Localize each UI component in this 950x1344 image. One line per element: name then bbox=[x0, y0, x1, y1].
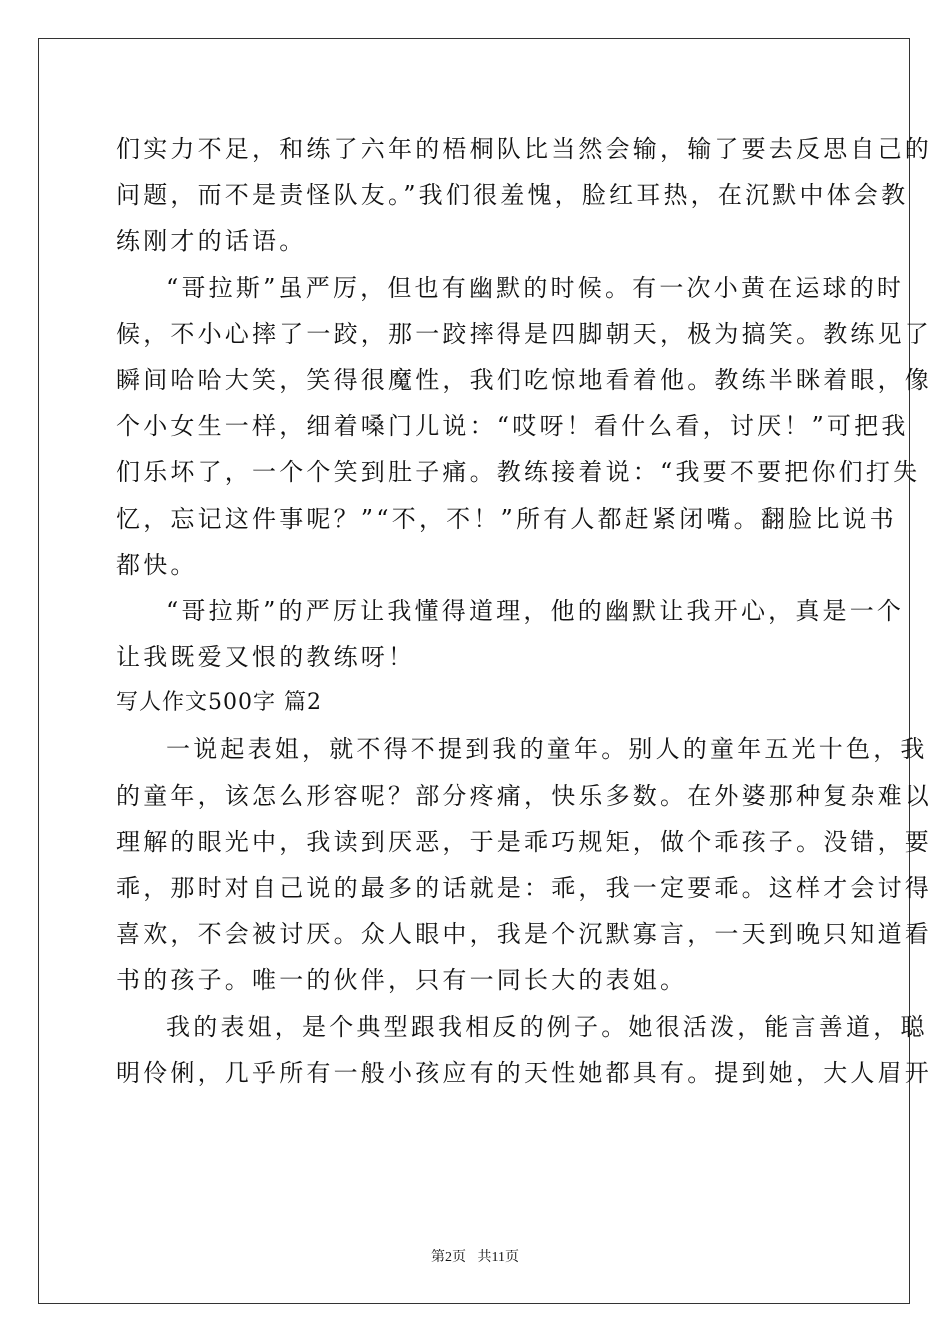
document-body bbox=[116, 126, 932, 1096]
paragraph-start-line: “哥拉斯”虽严厉，但也有幽默的时候。有一次小黄在运球的时 bbox=[166, 273, 905, 302]
page-footer bbox=[0, 1246, 950, 1266]
text-line: 们乐坏了，一个个笑到肚子痛。教练接着说：“我要不要把你们打失 bbox=[116, 458, 921, 487]
text-line: 都快。 bbox=[116, 550, 198, 579]
text-line: 个小女生一样，细着嗓门儿说：“哎呀！看什么看，讨厌！”可把我 bbox=[116, 412, 909, 441]
text-line: 候，不小心摔了一跤，那一跤摔得是四脚朝天，极为搞笑。教练见了 bbox=[116, 319, 932, 348]
text-line: 问题，而不是责怪队友。”我们很羞愧，脸红耳热，在沉默中体会教 bbox=[116, 181, 909, 210]
text-line: 书的孩子。唯一的伙伴，只有一同长大的表姐。 bbox=[116, 966, 688, 995]
text-line: 让我既爱又恨的教练呀！ bbox=[116, 643, 416, 672]
text-line: 乖，那时对自己说的最多的话就是：乖，我一定要乖。这样才会讨得 bbox=[116, 874, 932, 902]
text-line: 练刚才的话语。 bbox=[116, 227, 307, 256]
section-heading: 写人作文500字 篇2 bbox=[116, 690, 322, 716]
paragraph-start-line: 我的表姐，是个典型跟我相反的例子。她很活泼，能言善道，聪 bbox=[166, 1012, 928, 1041]
text-line: 忆，忘记这件事呢？”“不，不！”所有人都赶紧闭嘴。翻脸比说书 bbox=[116, 504, 897, 533]
paragraph-start-line: 一说起表姐，就不得不提到我的童年。别人的童年五光十色，我 bbox=[166, 735, 928, 764]
page-total: 共11页 bbox=[477, 1250, 519, 1265]
text-line: 的童年，该怎么形容呢？部分疼痛，快乐多数。在外婆那种复杂难以 bbox=[116, 781, 932, 810]
page-number: 第2页 bbox=[431, 1250, 466, 1265]
text-line: 们实力不足，和练了六年的梧桐队比当然会输，输了要去反思自己的 bbox=[116, 135, 932, 163]
text-line: 理解的眼光中，我读到厌恶，于是乖巧规矩，做个乖孩子。没错，要 bbox=[116, 827, 932, 856]
paragraph-start-line: “哥拉斯”的严厉让我懂得道理，他的幽默让我开心，真是一个 bbox=[166, 596, 905, 625]
text-line: 瞬间哈哈大笑，笑得很魔性，我们吃惊地看着他。教练半眯着眼，像 bbox=[116, 365, 932, 394]
text-line: 喜欢，不会被讨厌。众人眼中，我是个沉默寡言，一天到晚只知道看 bbox=[116, 920, 932, 949]
text-line: 明伶俐，几乎所有一般小孩应有的天性她都具有。提到她，大人眉开 bbox=[116, 1058, 932, 1087]
